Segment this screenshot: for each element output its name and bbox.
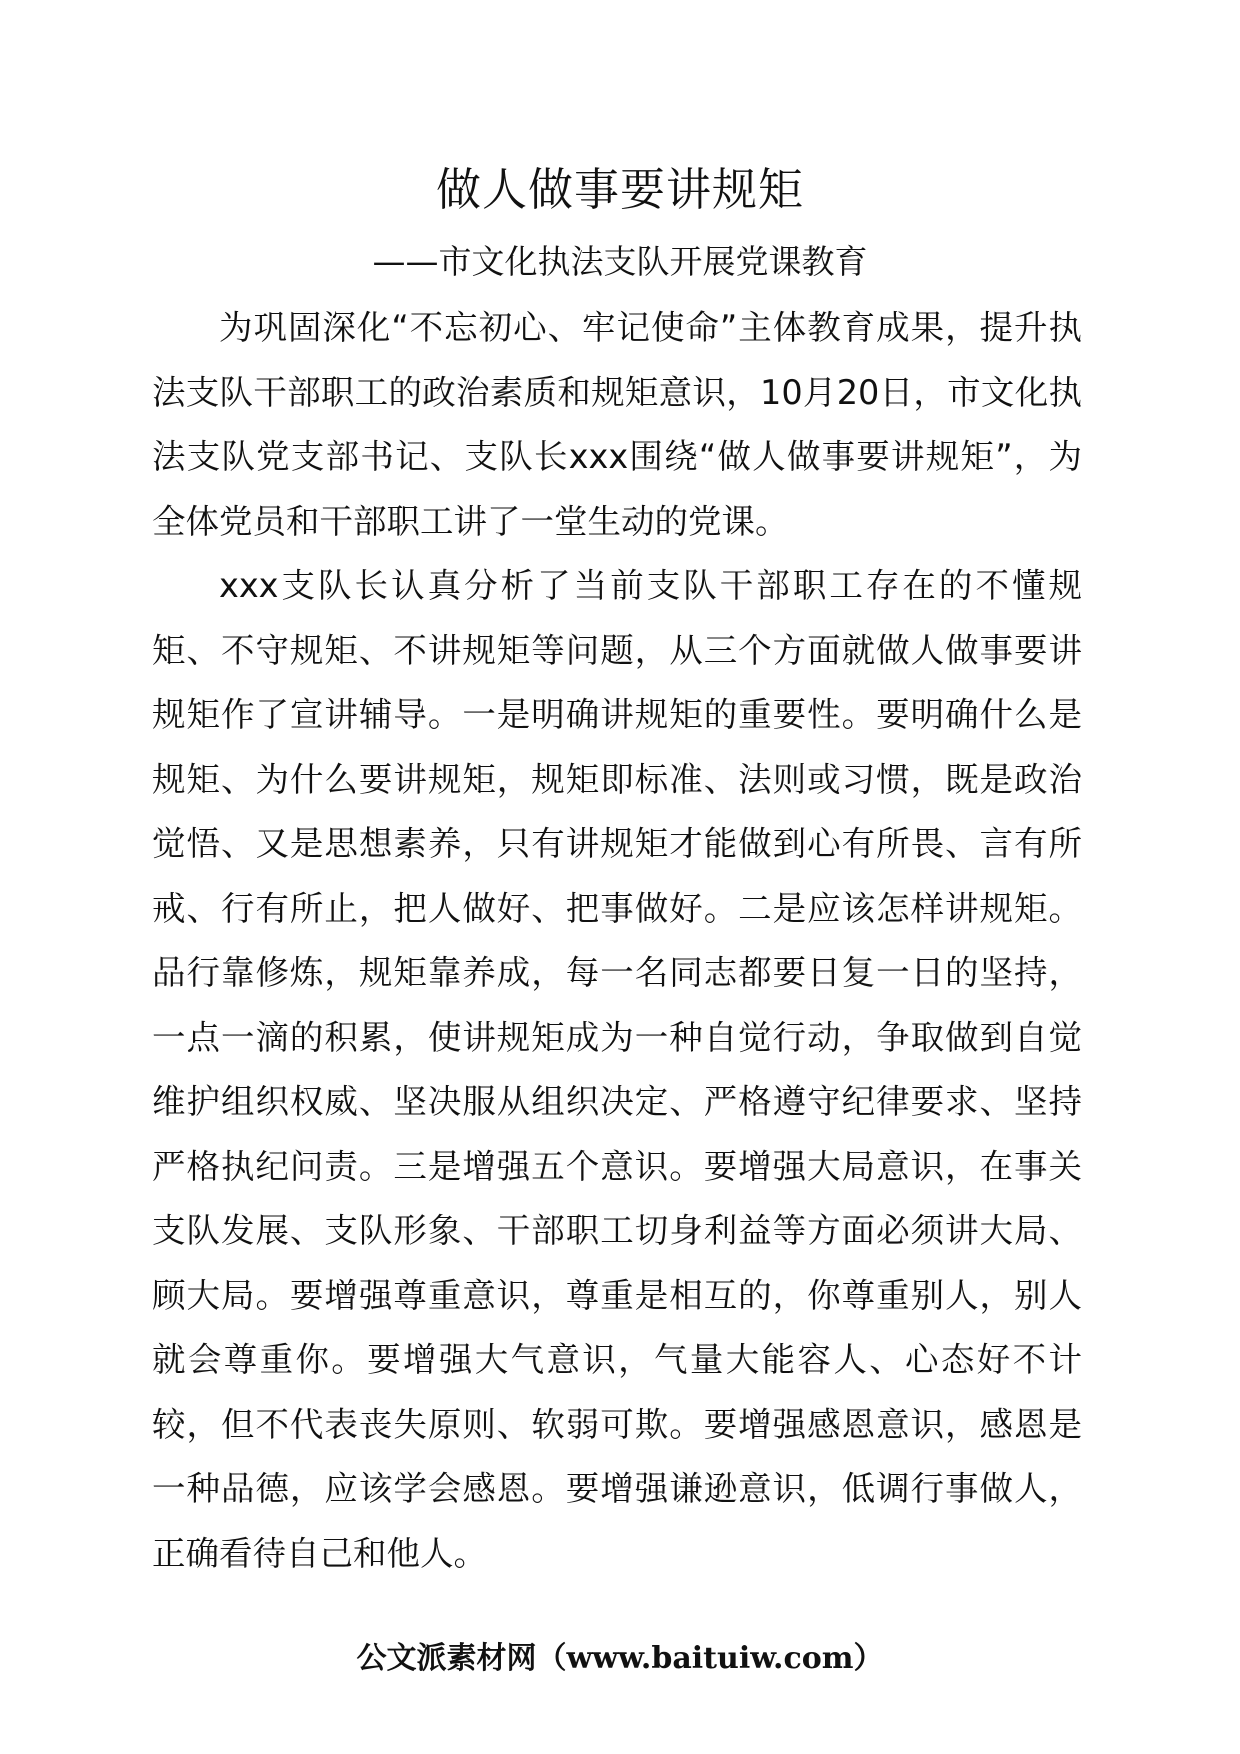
- footer-source-text: 公文派素材网（www.baituiw.com）: [356, 1641, 884, 1676]
- document-title: 做人做事要讲规矩: [435, 163, 804, 216]
- document-body: [152, 296, 1082, 1586]
- body-paragraph-2: xxx支队长认真分析了当前支队干部职工存在的不懂规矩、不守规矩、不讲规矩等问题，从三个方面就做人做事要讲规矩作了宣讲辅导。一是明确讲规矩的重要性。要明确什么是规矩、为什么要讲规矩，规矩即标准、法则或习惯，既是政治觉悟、又是思想素养，只有讲规矩才能做到心有所畏、言有所戒、行有所止，把人做好、把事做好。二是应该怎样讲规矩。品行靠修炼，规矩靠养成，每一名同志都要日复一日的坚持，一点一滴的积累，使讲规矩成为一种自觉行动，争取做到自觉维护组织权威、坚决服从组织决定、严格遵守纪律要求、坚持严格执纪问责。三是增强五个意识。要增强大局意识，在事关支队发展、支队形象、干部职工切身利益等方面必须讲大局、顾大局。要增强尊重意识，尊重是相互的，你尊重别人，别人就会尊重你。要增强大气意识，气量大能容人、心态好不计较，但不代表丧失原则、软弱可欺。要增强感恩意识，感恩是一种品德，应该学会感恩。要增强谦逊意识，低调行事做人，正确看待自己和他人。: [152, 566, 1082, 1573]
- body-paragraph-1: 为巩固深化“不忘初心、牢记使命”主体教育成果，提升执法支队干部职工的政治素质和规矩意识，10月20日，市文化执法支队党支部书记、支队长xxx围绕“做人做事要讲规矩”，为全体党员和干部职工讲了一堂生动的党课。: [152, 308, 1082, 541]
- document-subtitle: ——市文化执法支队开展党课教育: [372, 242, 868, 281]
